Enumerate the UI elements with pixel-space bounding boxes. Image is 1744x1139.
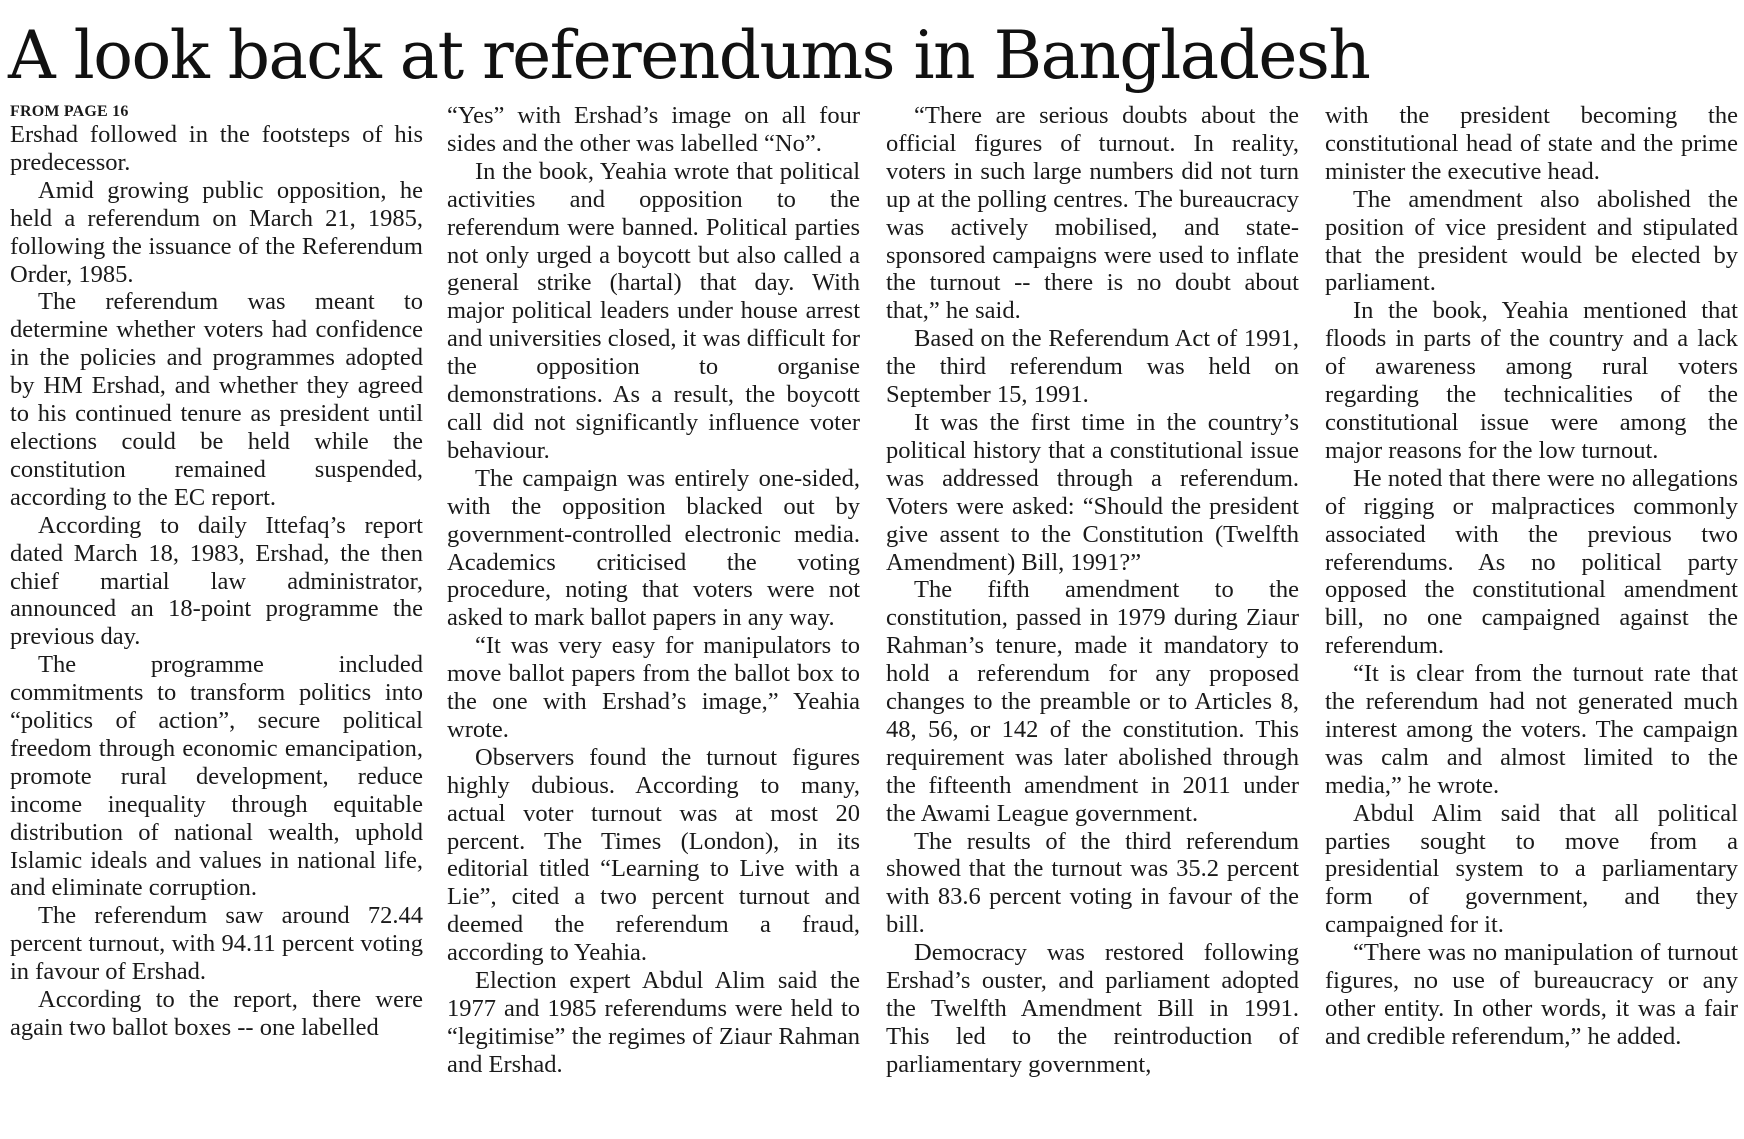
article-body bbox=[10, 102, 1738, 1132]
paragraph: The referendum was meant to determine whether voters had confidence in the policies and programmes adopted by HM Ershad, and whether they agreed to his continued tenure as president until elections could be held while the constitution remained suspended, according to the EC report. bbox=[10, 288, 423, 511]
paragraph: It was the first time in the country’s political history that a constitutional issue was addressed through a referendum. Voters were asked: “Should the president give assent to the Constitution (Twelfth Amendment) Bill, 1991?” bbox=[886, 408, 1299, 576]
paragraph: The referendum saw around 72.44 percent turnout, with 94.11 percent voting in favour of Ershad. bbox=[10, 902, 423, 986]
paragraph: He noted that there were no allegations of rigging or malpractices commonly associated with the previous two referendums. As no political party opposed the constitutional amendment bill, no one campaigned against the referendum. bbox=[1325, 464, 1738, 660]
paragraph: Election expert Abdul Alim said the 1977 and 1985 referendums were held to “legitimise” the regimes of Ziaur Rahman and Ershad. bbox=[447, 967, 860, 1078]
paragraph: In the book, Yeahia mentioned that floods in parts of the country and a lack of awareness among rural voters regarding the technicalities of the constitutional issue were among the major reasons for the low turnout. bbox=[1325, 297, 1738, 464]
paragraph: Based on the Referendum Act of 1991, the third referendum was held on September 15, 1991. bbox=[886, 325, 1299, 409]
paragraph: In the book, Yeahia wrote that political activities and opposition to the referendum were banned. Political parties not only urged a boycott but also called a general strike (hartal) that day. With major political leaders under house arrest and universities closed, it was difficult for the opposition to organise demonstrations. As a result, the boycott call did not significantly influence voter behaviour. bbox=[447, 157, 860, 464]
paragraph: “There was no manipulation of turnout figures, no use of bureaucracy or any other entity. In other words, it was a fair and credible referendum,” he added. bbox=[1325, 939, 1738, 1050]
paragraph: According to the report, there were again two ballot boxes -- one labelled bbox=[10, 986, 423, 1041]
column-4 bbox=[1325, 102, 1738, 1132]
paragraph: with the president becoming the constitutional head of state and the prime minister the executive head. bbox=[1325, 102, 1738, 185]
paragraph: According to daily Ittefaq’s report dated March 18, 1983, Ershad, the then chief martial law administrator, announced an 18-point programme the previous day. bbox=[10, 511, 423, 651]
paragraph: “There are serious doubts about the official figures of turnout. In reality, voters in such large numbers did not turn up at the polling centres. The bureaucracy was actively mobilised, and state-sponsored campaigns were used to inflate the turnout -- there is no doubt about that,” he said. bbox=[886, 102, 1299, 325]
paragraph: “Yes” with Ershad’s image on all four sides and the other was labelled “No”. bbox=[447, 102, 860, 157]
paragraph: Amid growing public opposition, he held a referendum on March 21, 1985, following the issuance of the Referendum Order, 1985. bbox=[10, 176, 423, 288]
paragraph: The results of the third referendum showed that the turnout was 35.2 percent with 83.6 percent voting in favour of the bill. bbox=[886, 827, 1299, 939]
paragraph: Observers found the turnout figures highly dubious. According to many, actual voter turnout was at most 20 percent. The Times (London), in its editorial titled “Learning to Live with a Lie”, cited a two percent turnout and deemed the referendum a fraud, according to Yeahia. bbox=[447, 743, 860, 967]
article-headline: A look back at referendums in Bangladesh bbox=[8, 17, 1370, 94]
paragraph: The programme included commitments to transform politics into “politics of action”, secure political freedom through economic emancipation, promote rural development, reduce income inequality through equitable distribution of national wealth, uphold Islamic ideals and values in national life, and eliminate corruption. bbox=[10, 651, 423, 902]
column-2 bbox=[447, 102, 860, 1132]
paragraph: The campaign was entirely one-sided, with the opposition blacked out by government-controlled electronic media. Academics criticised the voting procedure, noting that voters were not asked to mark ballot papers in any way. bbox=[447, 464, 860, 632]
column-1 bbox=[10, 102, 423, 1132]
column-3 bbox=[886, 102, 1299, 1132]
paragraph: Ershad followed in the footsteps of his predecessor. bbox=[10, 121, 423, 176]
paragraph: Abdul Alim said that all political parties sought to move from a presidential system to a parliamentary form of government, and they campaigned for it. bbox=[1325, 799, 1738, 939]
continuation-kicker: FROM PAGE 16 bbox=[10, 103, 129, 120]
paragraph: “It is clear from the turnout rate that the referendum had not generated much interest among the voters. The campaign was calm and almost limited to the media,” he wrote. bbox=[1325, 660, 1738, 799]
paragraph: The amendment also abolished the position of vice president and stipulated that the president would be elected by parliament. bbox=[1325, 185, 1738, 297]
paragraph: Democracy was restored following Ershad’s ouster, and parliament adopted the Twelfth Amendment Bill in 1991. This led to the reintroduction of parliamentary government, bbox=[886, 939, 1299, 1078]
paragraph: The fifth amendment to the constitution, passed in 1979 during Ziaur Rahman’s tenure, made it mandatory to hold a referendum for any proposed changes to the preamble or to Articles 8, 48, 56, or 142 of the constitution. This requirement was later abolished through the fifteenth amendment in 2011 under the Awami League government. bbox=[886, 576, 1299, 827]
paragraph: “It was very easy for manipulators to move ballot papers from the ballot box to the one with Ershad’s image,” Yeahia wrote. bbox=[447, 632, 860, 743]
